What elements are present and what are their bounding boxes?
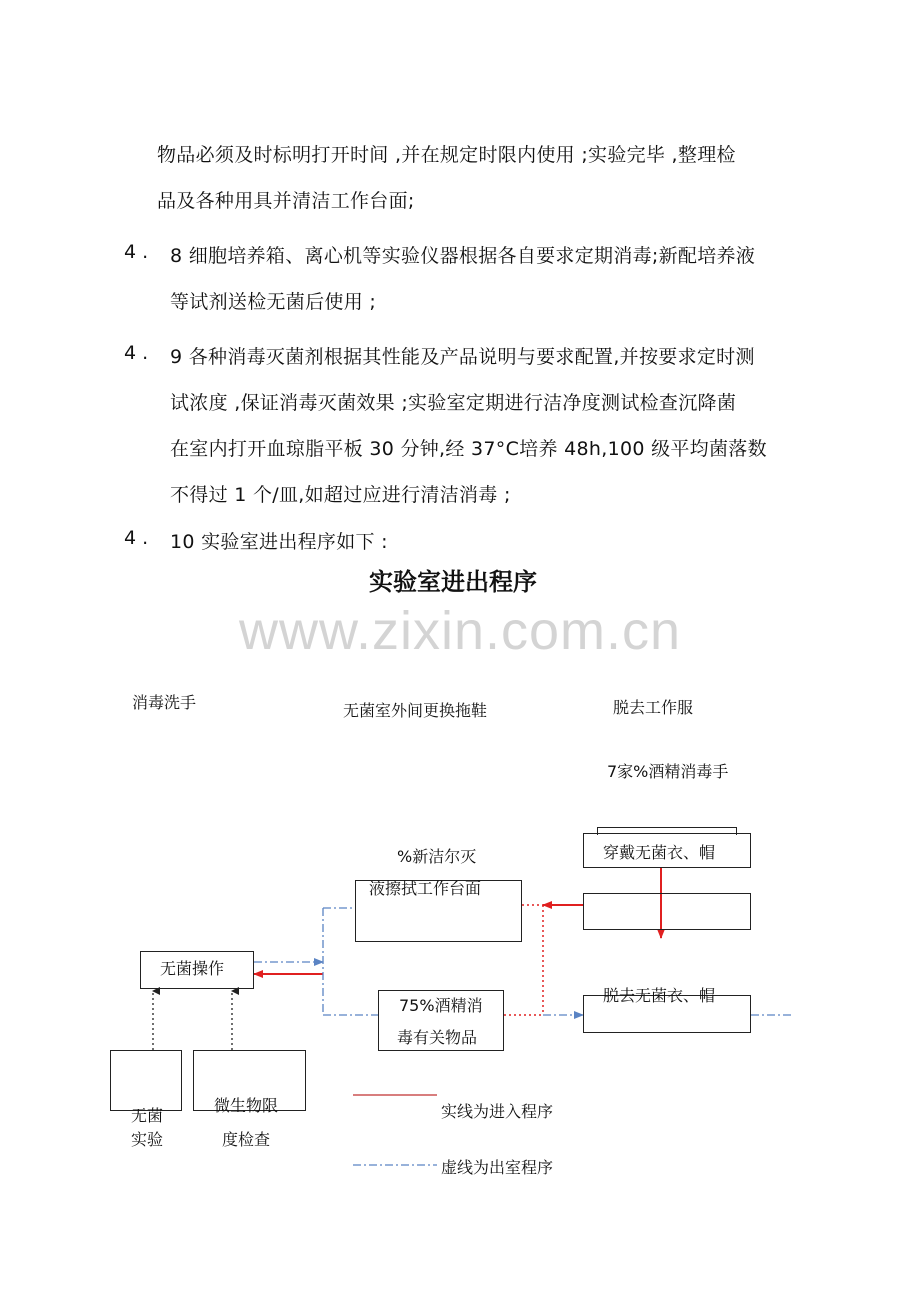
paragraph-line: 10 实验室进出程序如下 : xyxy=(170,531,388,553)
label-alcohol-items-2: 毒有关物品 xyxy=(397,1028,478,1047)
label-wear-gown: 穿戴无菌衣、帽 xyxy=(603,843,716,862)
sterility-test-box xyxy=(110,1050,182,1111)
paragraph-line: 8 细胞培养箱、离心机等实验仪器根据各自要求定期消毒;新配培养液 xyxy=(170,245,756,267)
label-alcohol-hands: 7家%酒精消毒手 xyxy=(607,762,729,781)
paragraph-line: 物品必须及时标明打开时间 ,并在规定时限内使用 ;实验完毕 ,整理检 xyxy=(157,144,736,166)
label-remove-gown: 脱去无菌衣、帽 xyxy=(603,986,716,1005)
legend-dashed-label: 虚线为出室程序 xyxy=(441,1158,554,1177)
label-microbe-1: 微生物限 xyxy=(214,1096,279,1115)
label-xinjie-2: 液擦拭工作台面 xyxy=(369,879,482,898)
legend-solid-label: 实线为进入程序 xyxy=(441,1102,554,1121)
label-sterility-1: 无菌 xyxy=(131,1106,164,1125)
label-sterile-operation: 无菌操作 xyxy=(160,959,225,978)
paragraph-line: 等试剂送检无菌后使用 ; xyxy=(170,291,377,313)
empty-box xyxy=(583,893,751,930)
label-disinfect-hands: 消毒洗手 xyxy=(132,693,197,712)
item-number: 4 . xyxy=(124,527,149,549)
paragraph-line: 品及各种用具并清洁工作台面; xyxy=(157,190,415,212)
paragraph-line: 试浓度 ,保证消毒灭菌效果 ;实验室定期进行洁净度测试检查沉降菌 xyxy=(170,392,737,414)
paragraph-line: 在室内打开血琼脂平板 30 分钟,经 37°C培养 48h,100 级平均菌落数 xyxy=(170,438,767,460)
paragraph-line: 9 各种消毒灭菌剂根据其性能及产品说明与要求配置,并按要求定时测 xyxy=(170,346,755,368)
label-xinjie-1: %新洁尔灭 xyxy=(397,847,477,866)
watermark: www.zixin.com.cn xyxy=(238,601,682,661)
label-microbe-2: 度检查 xyxy=(222,1130,271,1149)
label-sterility-2: 实验 xyxy=(131,1130,164,1149)
item-number: 4 . xyxy=(124,241,149,263)
label-remove-workwear: 脱去工作服 xyxy=(613,698,694,717)
item-number: 4 . xyxy=(124,342,149,364)
label-change-slippers: 无菌室外间更换拖鞋 xyxy=(343,701,488,720)
label-alcohol-items-1: 75%酒精消 xyxy=(399,996,483,1015)
flowchart-title: 实验室进出程序 xyxy=(369,568,537,596)
paragraph-line: 不得过 1 个/皿,如超过应进行清洁消毒 ; xyxy=(170,484,511,506)
